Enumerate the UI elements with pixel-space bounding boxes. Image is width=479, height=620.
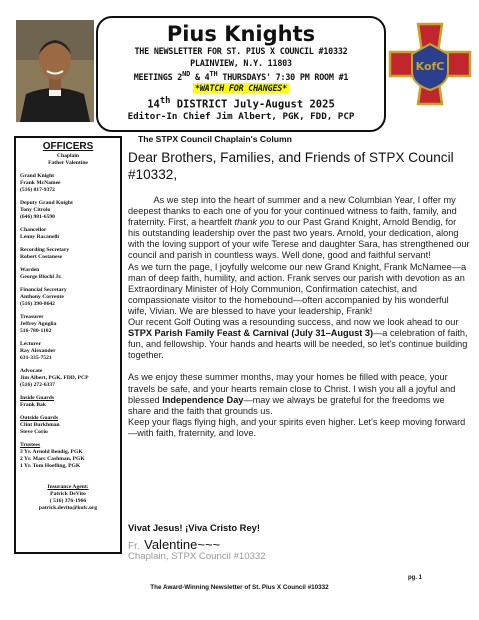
officer-detail: Lenny Racanelli (20, 234, 60, 240)
officer-detail: Steve Corio (20, 429, 48, 435)
page-number: pg. 1 (408, 575, 423, 581)
officer-role: Treasurer (20, 314, 44, 320)
officer-detail: Jim Albert, PGK, FDD, PCP (20, 375, 89, 381)
officer-detail: George Blochl Jr. (20, 274, 62, 280)
officers-heading: OFFICERS (42, 141, 94, 152)
officer-detail: (646) 981-6590 (20, 214, 55, 220)
chaplain-photo (16, 20, 94, 122)
greeting: Dear Brothers, Families, and Friends of STPX Council #10332, (128, 150, 454, 182)
officer-detail: Ray Alexander (20, 348, 56, 354)
officer-detail: Tony Citrolo (20, 207, 51, 213)
officer-detail: Anthony Corrente (20, 294, 64, 300)
officer-detail: Frank Bak (20, 402, 46, 408)
officers-sidebar (14, 136, 122, 554)
officer-detail: Robert Costanese (20, 254, 63, 260)
editor-line: Editor-In Chief Jim Albert, PGK, FDD, PCP (127, 111, 355, 123)
newsletter-subtitle: THE NEWSLETTER FOR ST. PIUS X COUNCIL #10332 (134, 46, 348, 56)
officer-role: Warden (20, 267, 40, 273)
officer-detail: 2 Yr. Marc Cashman, PGK (20, 456, 85, 462)
article-body (128, 195, 470, 439)
officer-detail: 1 Yr. Tom Hoefling, PGK (20, 463, 81, 469)
officer-detail: 516-780-1102 (20, 328, 52, 334)
meetings-line: MEETINGS 2ND & 4TH THURSDAYS' 7:30 PM ROOM #1 (133, 70, 349, 82)
officer-role: Grand Knight (20, 173, 55, 179)
council-location: PLAINVIEW, N.Y. 11803 (190, 57, 292, 68)
newsletter-title: Pius Knights (166, 22, 316, 46)
paragraph: Keep your flags flying high, and your spirits even higher. Let's keep moving forward—with faith, fraternity, and love. (128, 416, 466, 438)
officer-role: Inside Guards (20, 395, 55, 401)
paragraph: As we step into the heart of summer and a new Columbian Year, I offer my deepest thanks to each one of you for your continued witness to faith, family, and fraternity. First, a heartfelt thank you to our Past Grand Knight, Arnold Bendig, for his outstanding leadership over the past two years. Arnold, your dedication, along with the loving support of your wife Terese and daughter Sara, has strengthened our council and parish in countless ways. Well done, good and faithful servant! (128, 195, 470, 261)
officer-role: Lecturer (20, 341, 42, 347)
officer-role: Advocate (20, 368, 43, 374)
chaplain-title: Chaplain, STPX Council #10332 (128, 551, 266, 562)
officer-role: Financial Secretary (20, 287, 67, 293)
column-title: The STPX Council Chaplain's Column (138, 134, 292, 144)
officer-detail: (516) 817-9372 (20, 187, 55, 193)
signature: Fr. Valentine~~~ (128, 537, 221, 552)
officer-role: Recording Secretary (20, 247, 70, 253)
officer-detail: (516) 272-6337 (20, 382, 55, 388)
paragraph: As we turn the page, I joyfully welcome our new Grand Knight, Frank McNamee—a man of deep faith, humility, and action. Frank serves our parish with devotion as an Extraordinary Minister of Holy Communion, Confirmation catechist, and compassionate visitor to the homebound—often accompanied by his wonderful wife, Vivian. We are blessed to have your leadership, Frank! (128, 261, 467, 316)
officer-detail: Frank McNamee (20, 180, 61, 186)
watch-notice: *WATCH FOR CHANGES* (194, 83, 287, 94)
officer-detail: Clint Burkhman (20, 422, 60, 428)
officer-role: Outside Guards (20, 415, 59, 421)
officer-role: Chancellor (20, 227, 47, 233)
officer-list (20, 173, 116, 470)
emblem-letters: KofC (415, 60, 445, 73)
officer-detail: 3 Yr. Arnold Bendig, PGK (20, 449, 83, 455)
officer-detail: Jeffrey Aguglia (20, 321, 57, 327)
chaplain-name: Father Valentine (48, 160, 88, 166)
paragraph: Our recent Golf Outing was a resounding success, and now we look ahead to our STPX Parish Family Feast & Carnival (July 31–August 3)—a celebration of faith, fun, and fellowship. Your hands and hearts will be needed, so let's continue building together. (128, 317, 468, 361)
insurance-agent: Insurance Agent: Patrick DeVito ( 516) 376-1966 patrick.devito@kofc.org (38, 484, 98, 511)
footer-text: The Award-Winning Newsletter of St. Pius X Council #10332 (150, 584, 329, 591)
officer-detail: (516) 390-8642 (20, 301, 55, 307)
officer-detail: 631-335-7521 (20, 355, 52, 361)
masthead (96, 16, 386, 132)
officer-role: Deputy Grand Knight (20, 200, 73, 206)
officer-role: Trustees (20, 442, 41, 448)
district-date: 14th DISTRICT July-August 2025 (147, 95, 335, 111)
paragraph: As we enjoy these summer months, may your homes be filled with peace, your travels be safe, and your hearts remain close to Christ. I wish you all a joyful and blessed Independence Day—may we always be grateful for the freedoms we share and the faith that grounds us. (128, 372, 456, 416)
kofc-emblem (388, 22, 472, 106)
closing-blessing: Vivat Jesus! ¡Viva Cristo Rey! (128, 522, 261, 533)
chaplain-role: Chaplain (56, 153, 80, 159)
